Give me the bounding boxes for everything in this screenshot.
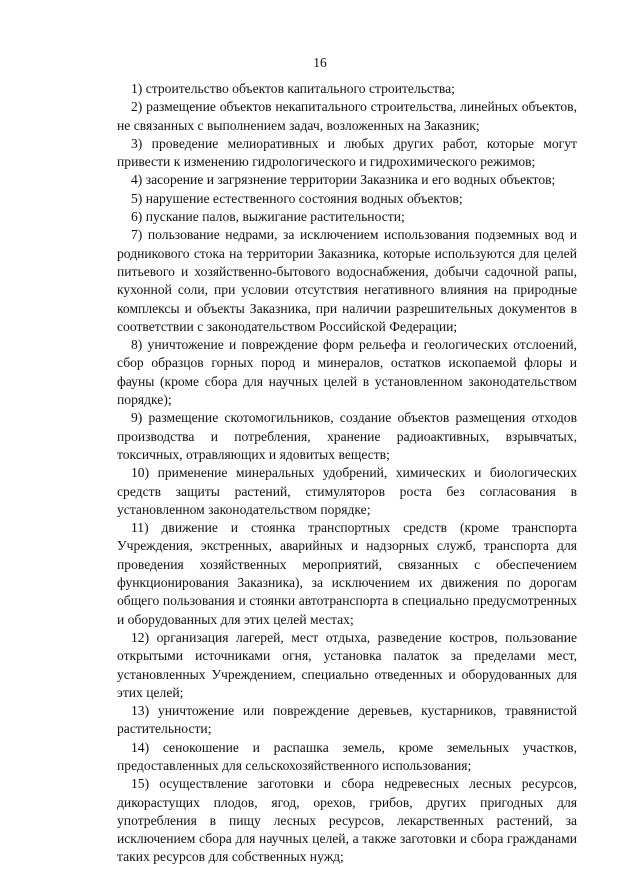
list-item: 7) пользование недрами, за исключением использования подземных вод и родникового стока на территории Заказника, которые используются для целей питьевого и хозяйственно-бытового водоснабжения, добычи садочной рапы, кухонной соли, при условии отсутствия негативного влияния на природные комплексы и объекты Заказника, при наличии разрешительных документов в соответствии с законодательством Российской Федерации; (117, 227, 577, 334)
list-item: 11) движение и стоянка транспортных средств (кроме транспорта Учреждения, экстренных, аварийных и надзорных служб, транспорта для проведения хозяйственных мероприятий, связанных с обеспечением функционирования Заказника), за исключением их движения по дорогам общего пользования и стоянки автотранспорта в специально предусмотренных и оборудованных для этих целей местах; (117, 520, 577, 627)
list-item: 12) организация лагерей, мест отдыха, разведение костров, пользование открытыми источниками огня, установка палаток за пределами мест, установленных Учреждением, специально отведенных и оборудованных для этих целей; (117, 629, 577, 700)
list-item: 2) размещение объектов некапитального строительства, линейных объектов, не связанных с выполнением задач, возложенных на Заказник; (117, 99, 577, 133)
list-item: 10) применение минеральных удобрений, химических и биологических средств защиты растений, стимуляторов роста без согласования в установленном законодательством порядке; (117, 465, 577, 517)
list-item: 6) пускание палов, выжигание растительности; (131, 209, 405, 225)
list-item: 5) нарушение естественного состояния водных объектов; (131, 190, 463, 206)
page-number: 16 (313, 55, 327, 70)
list-item: 15) осуществление заготовки и сбора недревесных лесных ресурсов, дикорастущих плодов, ягод, орехов, грибов, других пригодных для употребления в пищу лесных ресурсов, лекарственных растений, за исключением сбора для научных целей, а также заготовки и сбора гражданами таких ресурсов для собственных нужд; (117, 776, 577, 865)
list-item: 1) строительство объектов капитального строительства; (131, 81, 455, 96)
list-item: 14) сенокошение и распашка земель, кроме земельных участков, предоставленных для сельскохозяйственного использования; (117, 739, 577, 773)
list-item: 3) проведение мелиоративных и любых других работ, которые могут привести к изменению гидрологического и гидрохимического режимов; (117, 135, 577, 170)
list-item: 13) уничтожение или повреждение деревьев, кустарников, травянистой растительности; (117, 703, 577, 737)
list-item: 4) засорение и загрязнение территории Заказника и его водных объектов; (131, 172, 556, 188)
document-body (117, 80, 577, 867)
list-item: 8) уничтожение и повреждение форм рельефа и геологических отслоений, сбор образцов горных пород и минералов, остатков ископаемой флоры и фауны (кроме сбора для научных целей в установленном законодательством порядке); (117, 337, 577, 408)
list-item: 9) размещение скотомогильников, создание объектов размещения отходов производства и потребления, хранение радиоактивных, взрывчатых, токсичных, отравляющих и ядовитых веществ; (117, 410, 577, 462)
